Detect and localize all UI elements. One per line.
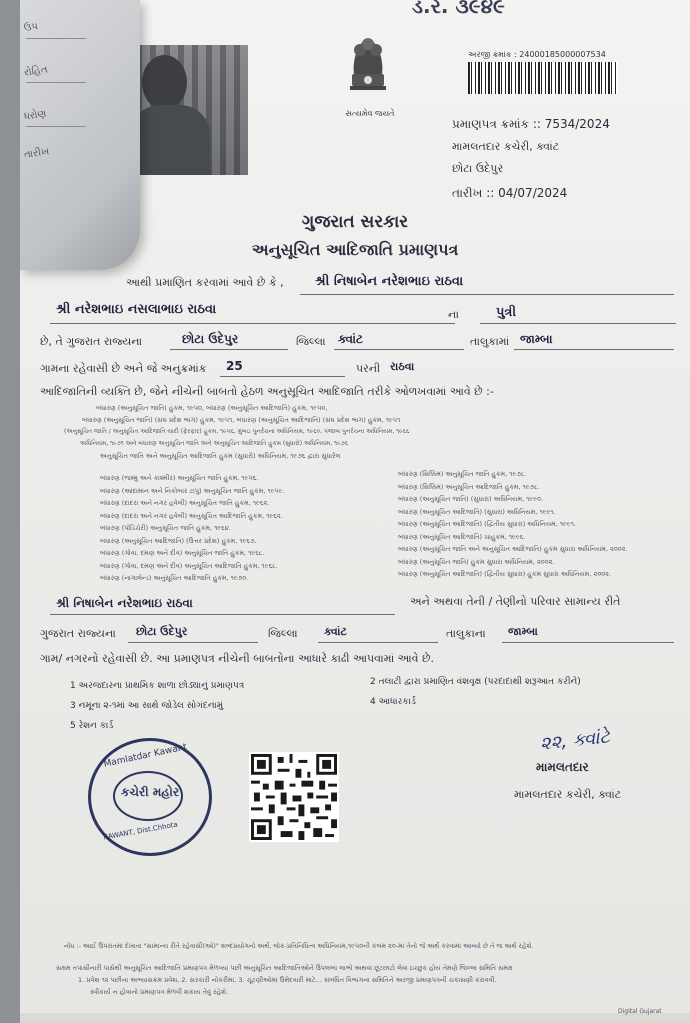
village-prefix: ગામના રહેવાસી છે અને જે અનુક્રમાંક [40, 362, 207, 375]
ashoka-emblem-icon [338, 30, 398, 108]
footer-warning: સક્ષમ તપાસીનારી પાસેથી અનુસૂચિત આદિજાતિ પ્રમાણપત્ર મેળવ્યા પછી અનુસૂચિત આદિજાતિઓને ઉપલબ્ધ લાભો અથવા છૂટછાટો લેવા ઇચ્છુક હોય તેમણે જિલ્લા સમિતિ સમક્ષ [56, 964, 513, 972]
issuing-place: છોટા ઉદેપુર [452, 162, 504, 175]
overlapping-paper [20, 0, 140, 270]
certificate-number: પ્રમાણપત્ર ક્રમાંક :: 7534/2024 [452, 117, 610, 131]
relation-prefix: ના [448, 308, 459, 321]
order-item: બંધારણ (ગોવા, દમણ અને દીવ) અનુસૂચિત જાતિ હુકમ, ૧૯૬૮. [100, 549, 265, 557]
district-label-2: જિલ્લા [268, 627, 298, 640]
serial-number: 25 [226, 359, 243, 373]
village: જામ્બા [520, 332, 553, 346]
order-line: અધિનિયમ, ૧૯૭૧ અને બંધારણ અનુસૂચિત જાતિ અને અનુસૂચિત આદિજાતિ હુકમ (સુધારો) અધિનિયમ, ૧૯૭૬ [80, 440, 349, 447]
overlap-text: ઉપ [23, 21, 39, 34]
applicant-photo [122, 45, 248, 175]
certificate-sheet [20, 0, 690, 1023]
seal-top-text: Mamlatdar Kawant [102, 742, 188, 770]
order-item: બંધારણ (સિક્કિમ) અનુસૂચિત આદિજાતિ હુકમ, ૧૯૭૮. [398, 482, 540, 491]
document-item: 3 નમૂના ૨-૧માં આ સાથે જોડેલ સોગંદનામું [70, 701, 224, 711]
certify-prefix: આથી પ્રમાણિત કરવામાં આવે છે કે , [126, 276, 284, 289]
government-title: ગુજરાત સરકાર [301, 212, 409, 232]
photo-body [130, 105, 210, 175]
order-item: બંધારણ (દાદરા અને નગર હવેલી) અનુસૂચિત જાતિ હુકમ, ૧૯૬૨. [100, 499, 270, 507]
footer-points: 1. પ્રવેશ ૧૨ પછીના અભ્યાસક્રમ પ્રવેશ, 2. સરકારી નોકરીમાં, 3. ચૂંટણીઓમાં ઉમેદવારી માટે... સંબંધિત વિભાગના સમિતિને અરજી પ્રમાણપત્રની ચકાસણી કરાવવી. [78, 976, 497, 984]
issuing-office: મામલતદાર કચેરી, ક્વાંટ [452, 140, 560, 153]
district: છોટા ઉદેપુર [182, 332, 239, 346]
footer-strip [20, 1013, 690, 1023]
document-item: 1 અરજદારના પ્રાથમિક શાળા છોડ્યાનું પ્રમાણપત્ર [70, 681, 245, 691]
overlap-text: ધરોણ [23, 108, 48, 123]
state-prefix: છે, તે ગુજરાત રાજ્યના [40, 335, 143, 348]
order-item: બંધારણ (અનુસૂચિત આદિજાતિ) (ઉત્તર પ્રદેશ) હુકમ, ૧૯૬૭. [100, 536, 257, 545]
order-item: બંધારણ (ગોવા, દમણ અને દીવ) અનુસૂચિત આદિજાતિ હુકમ, ૧૯૬૮. [100, 561, 278, 570]
order-item: બંધારણ (અનુસૂચિત જાતિ) હુકમ સુધારા અધિનિયમ, ૨૦૦૨. [398, 557, 555, 566]
order-line: બંધારણ (અનુસૂચિત જાતિ) (સંઘ પ્રદેશ ભાગ) હુકમ, ૧૯૫૧, બંધારણ (અનુસૂચિત આદિજાતિ) (સંઘ પ્રદેશ ભાગ) હુકમ, ૧૯૫૧ [82, 416, 401, 424]
signatory-office: મામલતદાર કચેરી, ક્વાંટ [514, 788, 622, 801]
declaration: આદિજાતિની વ્યક્તિ છે, જેને નીચેની બાબતો હેઠળ અનુસૂચિત આદિજાતિ તરીકે ઓળખવામાં આવે છે :- [40, 385, 494, 398]
village-2: જામ્બા [508, 625, 538, 638]
issue-date: તારીખ :: 04/07/2024 [452, 186, 568, 200]
order-item: બંધારણ (અનુસૂચિત આદિજાતિ) (દ્વિતીય સુધારા) અધિનિયમ, ૧૯૯૧. [398, 520, 577, 528]
order-item: બંધારણ (અનુસૂચિત આદિજાતિ) ચાહુકમ, ૧૯૯૬. [398, 532, 526, 541]
state-prefix-2: ગુજરાત રાજ્યના [40, 627, 116, 640]
emblem-motto: સત્યમેવ જયતે [345, 109, 395, 118]
father-name: શ્રી નરેશભાઇ નસલાભાઇ રાઠવા [56, 302, 217, 317]
signature-handwriting: ૨૨, ક્વાંટે [539, 726, 611, 755]
barcode [468, 62, 618, 94]
order-item: બંધારણ (નાગાલેન્ડ) અનુસૂચિત આદિજાતિ હુકમ, ૧૯૭૦. [100, 574, 249, 582]
district-label: જિલ્લા [296, 335, 326, 348]
document-item: 4 આધારકાર્ડ [370, 697, 416, 707]
holder-name: શ્રી નિષાબેન નરેશભાઇ રાઠવા [315, 274, 464, 289]
document-item: 2 તલાટી દ્વારા પ્રમાણિત વંશવૃક્ષ (પરદાદાથી શરૂઆત કરીને) [370, 677, 581, 687]
photo-head [142, 55, 187, 110]
footer-points-2: સ્વીકાર્ય ન હોવાનો પ્રમાણપત્ર મેળવી શકાય તેવું રહેશે. [90, 988, 229, 996]
order-line: (અનુસૂચિત જાતિ / અનુસૂચિત આદિજાતિ યાદી (ફેરફાર) હુકમ, ૧૯૫૬, મુંબઇ પુનર્રચના અધિનિયમ, ૧૯૬૦, પંજાબ પુનર્રચના અધિનિયમ, ૧૯૬૬ [64, 428, 410, 435]
orders-left-column [100, 472, 330, 585]
signatory-designation: મામલતદાર [536, 760, 589, 774]
seal-bottom-text: KAWANT, Dist.Chhota [102, 820, 179, 842]
handwritten-reference: ડ.ર. ૩૯૪૯ [412, 0, 505, 18]
taluka: ક્વાંટ [338, 332, 363, 346]
orders-right-column [398, 468, 658, 581]
issued-basis: ગામ/ નગરનો રહેવાસી છે. આ પ્રમાણપત્ર નીચેની બાબતોના આધારે કાઢી આપવામાં આવે છે. [40, 652, 435, 665]
tribe-prefix: પરની [356, 362, 381, 375]
district-2: છોટા ઉદેપુર [136, 625, 188, 638]
official-seal [88, 738, 212, 856]
taluka-label-2: તાલુકાના [446, 627, 486, 640]
order-item: બંધારણ (દાદરા અને નગર હવેલી) અનુસૂચિત આદિજાતિ હુકમ, ૧૯૬૨. [100, 511, 283, 520]
taluka-label: તાલુકામાં [470, 335, 510, 348]
certificate-title: અનુસૂચિત આદિજાતિ પ્રમાણપત્ર [251, 240, 459, 259]
order-item: બંધારણ (સિક્કિમ) અનુસૂચિત જાતિ હુકમ, ૧૯૭૮. [398, 470, 527, 478]
taluka-2: ક્વાંટ [324, 625, 347, 638]
relation: પુત્રી [496, 305, 517, 320]
tribe: રાઠવા [390, 360, 415, 373]
document-item: 5 રેશન કાર્ડ [70, 721, 114, 731]
family-text: અને અથવા તેની / તેણીનો પરિવાર સામાન્ય રીતે [410, 595, 621, 608]
overlap-text: તારીખ [23, 146, 50, 161]
order-item: બંધારણ (અનુસૂચિત આદિજાતિ) (સુધારા) અધિનિયમ, ૧૯૯૧. [398, 507, 556, 516]
seal-center-text: કચેરી મહોર [120, 785, 180, 799]
order-item: બંધારણ (પોંડિચેરી) અનુસૂચિત જાતિ હુકમ, ૧૯૬૪. [100, 524, 231, 532]
order-line: બંધારણ (અનુસૂચિત જાતિ) હુકમ, ૧૯૫૦, બંધારણ (અનુસૂચિત આદિજાતિ) હુકમ, ૧૯૫૦, [96, 404, 328, 412]
application-number: અરજી ક્રમાંક : 24000185000007534 [468, 50, 606, 59]
holder-name-repeat: શ્રી નિષાબેન નરેશભાઇ રાઠવા [56, 596, 193, 610]
order-item: બંધારણ (જમ્મુ અને કાશ્મીર) અનુસૂચિત જાતિ હુકમ, ૧૯૫૬. [100, 474, 259, 482]
digital-gujarat-label: Digital Gujarat [618, 1008, 662, 1015]
order-item: બંધારણ (અનુસૂચિત આદિજાતિ) (દ્વિતીય સુધારા) હુકમ સુધારા અધિનિયમ, ૨૦૦૨. [398, 570, 612, 578]
order-item: બંધારણ (અનુસૂચિત જાતિ) (સુધારા) અધિનિયમ, ૧૯૯૦. [398, 495, 544, 503]
footer-note: નોંધ :- આઈ ઉપરાંતમાં દેખાતા "સામાન્ય રીતે રહેવાસી(ઓ)" શબ્દપ્રયોગનો અર્થ, લોક-પ્રતિનિધિત્વ અધિનિયમ,૧૯૫૦ની કલમ ૨૦-માં તેનો જે અર્થ કરવામાં આવ્યો છે તે જ અર્થ રહેશે. [64, 942, 534, 950]
order-line: અનુસૂચિત જાતિ અને અનુસૂચિત આદિજાતિ હુકમ (સુધારો) અધિનિયમ, ૧૯૭૬ દ્વારા સુધારેલ [100, 452, 341, 460]
order-item: બંધારણ (અનુસૂચિત જાતિ અને અનુસૂચિત આદિજાતિ) હુકમ સુધારા અધિનિયમ, ૨૦૦૨. [398, 545, 628, 553]
overlap-text: રોહિત [23, 64, 49, 79]
order-item: બંધારણ (આંદામાન અને નિકોબાર ટાપુ) અનુસૂચિત જાતિ હુકમ, ૧૯૫૯. [100, 486, 285, 495]
qr-code-icon [249, 752, 339, 842]
